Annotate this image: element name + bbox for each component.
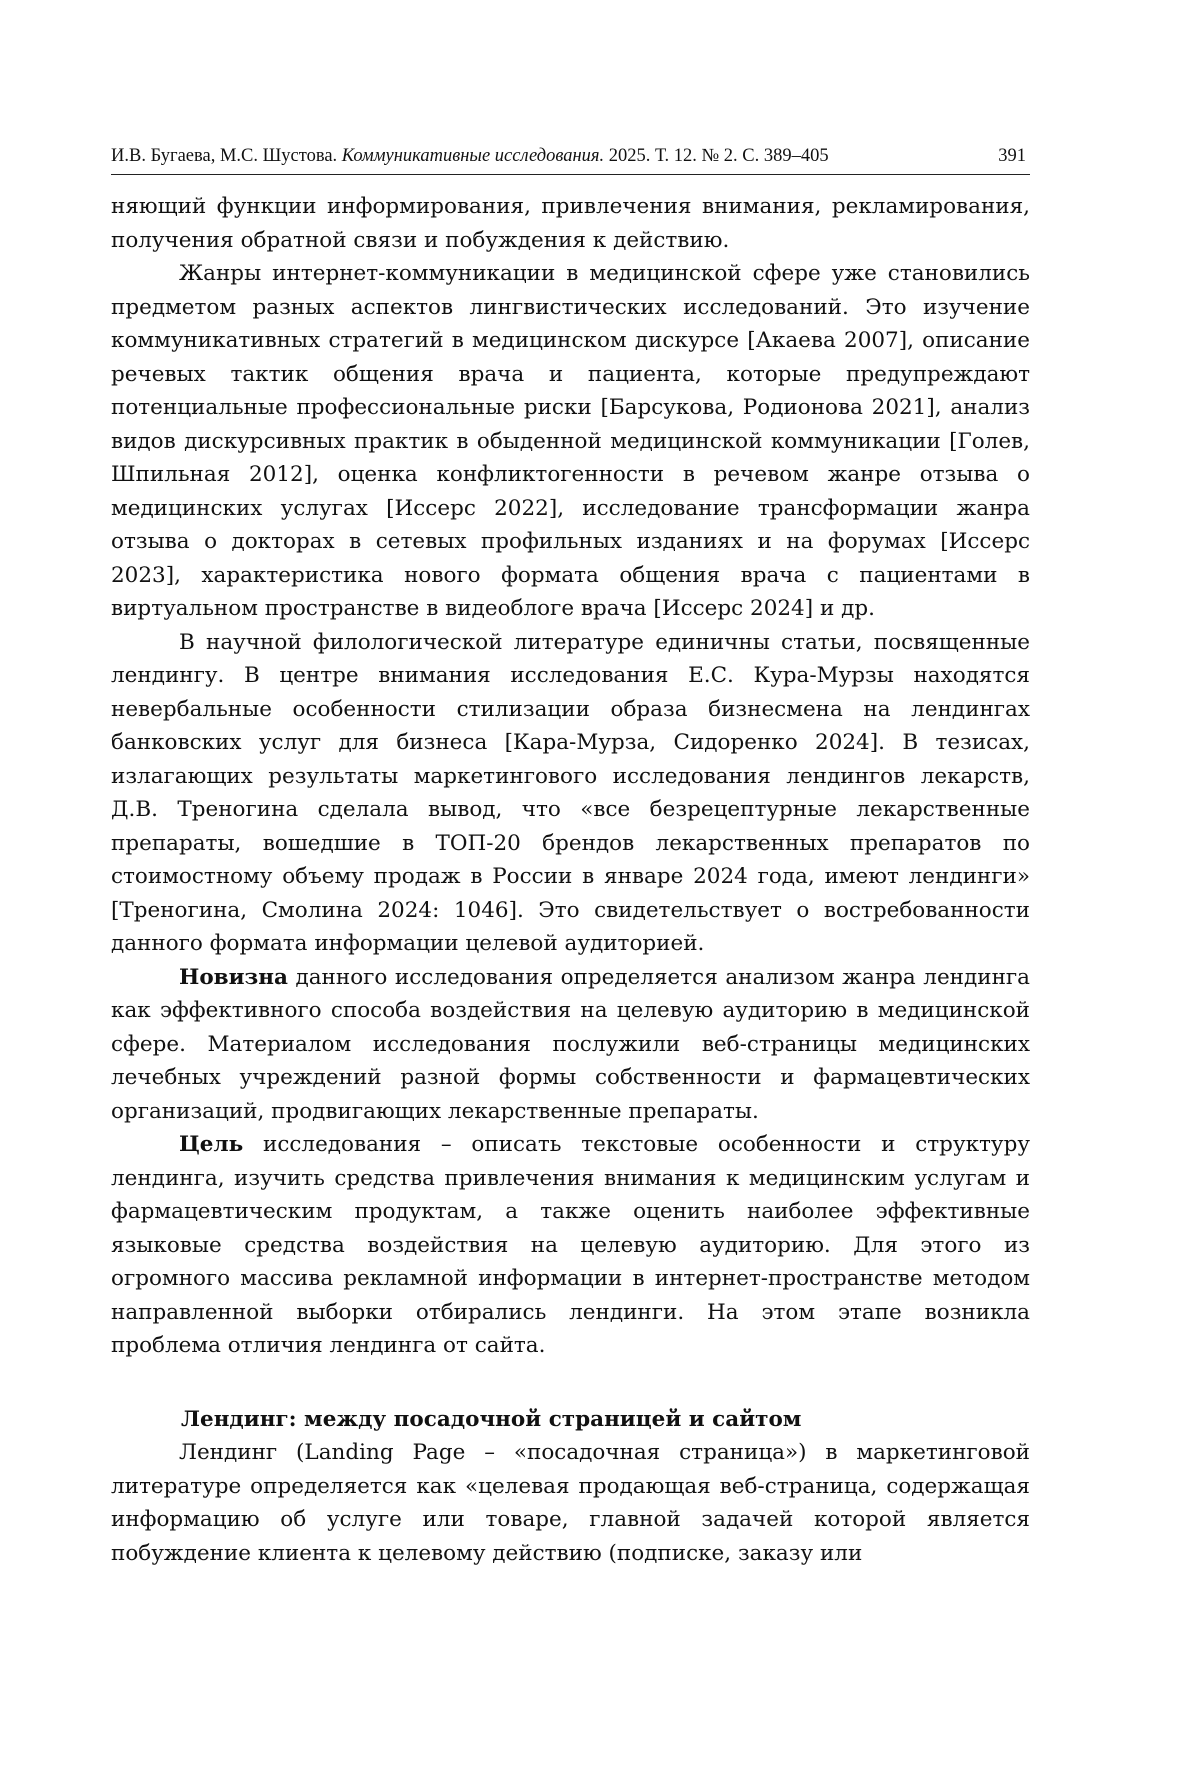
page-number: 391	[998, 146, 1026, 166]
goal-text: исследования – описать текстовые особенности и структуру лендинга, изучить средства привлечения внимания к медицинским услугам и фармацевтическим продуктам, а также оценить наиболее эффективные языковые средства воздействия на целевую аудиторию. Для этого из огромного массива рекламной информации в интернет-пространстве методом направленной выборки отбирались лендинги. На этом этапе возникла проблема отличия лендинга от сайта.	[111, 1132, 1030, 1358]
novelty-lead: Новизна	[179, 964, 288, 990]
header-citation-line	[111, 146, 829, 167]
goal-lead: Цель	[179, 1132, 244, 1157]
header-authors: И.В. Бугаева, М.С. Шустова.	[111, 146, 338, 166]
running-header	[111, 146, 1030, 175]
section-heading: Лендинг: между посадочной страницей и сайтом	[181, 1406, 802, 1432]
paragraph-literature: В научной филологической литературе единичны статьи, посвященные лендингу. В центре внимания исследования Е.С. Кура-Мурзы находятся невербальные особенности стилизации образа бизнесмена на лендингах банковских услуг для бизнеса [Кара-Мурза, Сидоренко 2024]. В тезисах, излагающих результаты маркетингового исследования лендингов лекарств, Д.В. Треногина сделала вывод, что «все безрецептурные лекарственные препараты, вошедшие в ТОП-20 брендов лекарственных препаратов по стоимостному объему продаж в России в январе 2024 года, имеют лендинги» [Треногина, Смолина 2024: 1046]. Это свидетельствует о востребованности данного формата информации целевой аудиторией.	[111, 629, 1030, 956]
paragraph-goal	[111, 1128, 1030, 1363]
header-issue-citation: 2025. Т. 12. № 2. С. 389–405	[608, 146, 829, 166]
paragraph-landing-definition: Лендинг (Landing Page – «посадочная страница») в маркетинговой литературе определяется как «целевая продающая веб-страница, содержащая информацию об услуге или товаре, главной задачей которой является побуждение клиента к целевому действию (подписке, заказу или	[111, 1440, 1030, 1566]
novelty-text: данного исследования определяется анализом жанра лендинга как эффективного способа воздействия на целевую аудиторию в медицинской сфере. Материалом исследования послужили веб-страницы медицинских лечебных учреждений разной формы собственности и фармацевтических организаций, продвигающих лекарственные препараты.	[111, 964, 1030, 1124]
paragraph-novelty	[111, 961, 1030, 1129]
article-body	[111, 190, 1030, 1570]
header-journal-title: Коммуникативные исследования.	[341, 146, 605, 166]
paragraph-continued: няющий функции информирования, привлечения внимания, рекламирования, получения обратной связи и побуждения к действию.	[111, 194, 1030, 253]
paragraph-genres: Жанры интернет-коммуникации в медицинской сфере уже становились предметом разных аспектов лингвистических исследований. Это изучение коммуникативных стратегий в медицинском дискурсе [Акаева 2007], описание речевых тактик общения врача и пациента, которые предупреждают потенциальные профессиональные риски [Барсукова, Родионова 2021], анализ видов дискурсивных практик в обыденной медицинской коммуникации [Голев, Шпильная 2012], оценка конфликтогенности в речевом жанре отзыва о медицинских услугах [Иссерс 2022], исследование трансформации жанра отзыва о докторах в сетевых профильных изданиях и на форумах [Иссерс 2023], характеристика нового формата общения врача с пациентами в виртуальном пространстве в видеоблоге врача [Иссерс 2024] и др.	[111, 261, 1030, 621]
